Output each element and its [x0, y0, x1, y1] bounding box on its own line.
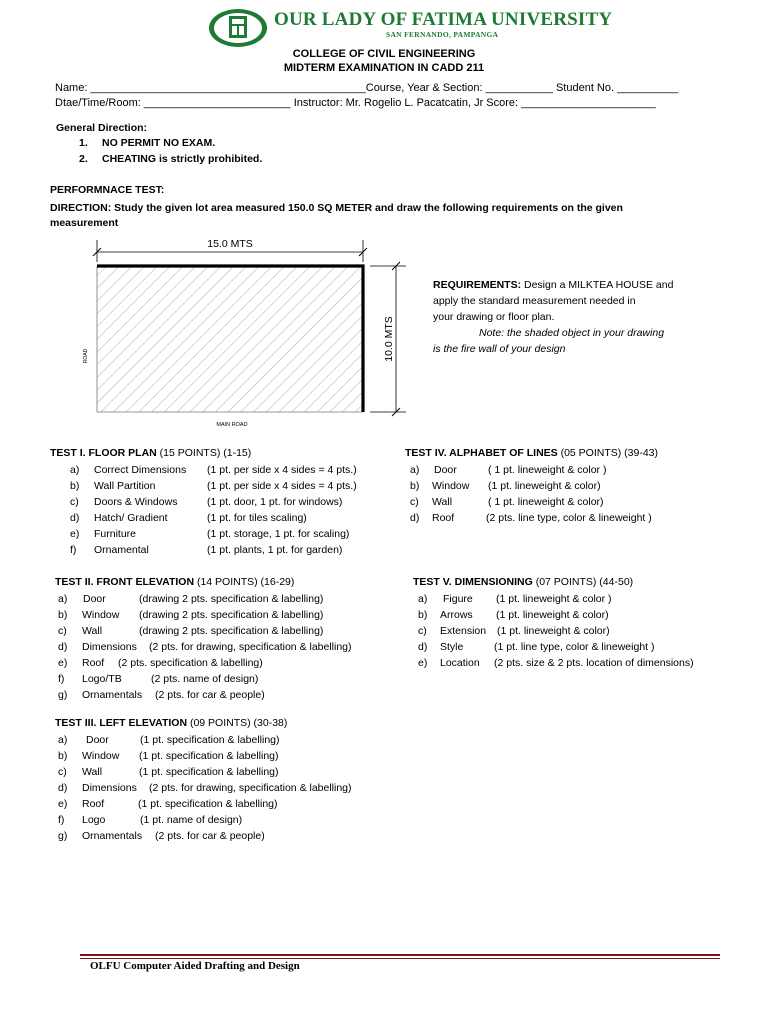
list-item: b) Wall Partition (1 pt. per side x 4 sides = 4 pts.)	[70, 480, 357, 492]
university-location: SAN FERNANDO, PAMPANGA	[386, 30, 499, 39]
list-item: a) Door (1 pt. specification & labelling)	[58, 734, 280, 746]
requirements-note-2: is the fire wall of your design	[433, 343, 566, 355]
list-item: a) Figure (1 pt. lineweight & color )	[418, 593, 612, 605]
list-item: a) Door (drawing 2 pts. specification & labelling)	[58, 593, 324, 605]
footer-rule-bottom	[80, 958, 720, 959]
direction-line-1: DIRECTION: Study the given lot area measured 150.0 SQ METER and draw the following requirements on the given	[50, 202, 623, 214]
list-item: d) Style (1 pt. line type, color & lineweight )	[418, 641, 655, 653]
test-5-title: TEST V. DIMENSIONING (07 POINTS) (44-50)	[413, 576, 634, 588]
list-item: e) Location (2 pts. size & 2 pts. location of dimensions)	[418, 657, 694, 669]
date-instructor-line: Dtae/Time/Room: ________________________ Instructor: Mr. Rogelio L. Pacatcatin, Jr Score: ______________________	[55, 97, 656, 109]
lot-area-drawing	[70, 226, 410, 434]
list-item: d) Dimensions (2 pts. for drawing, specification & labelling)	[58, 641, 352, 653]
test-4-list	[410, 462, 750, 526]
list-item: g) Ornamentals (2 pts. for car & people)	[58, 689, 265, 701]
test-1-list	[70, 462, 400, 558]
university-seal-logo	[208, 8, 268, 48]
requirements-line-3: your drawing or floor plan.	[433, 311, 555, 323]
main-road-label: MAIN ROAD	[216, 422, 248, 428]
list-item: a) Correct Dimensions (1 pt. per side x 4 sides = 4 pts.)	[70, 464, 357, 476]
test-5-list	[418, 591, 758, 671]
list-item: c) Doors & Windows (1 pt. door, 1 pt. for windows)	[70, 496, 343, 508]
list-item: e) Roof (2 pts. specification & labelling)	[58, 657, 263, 669]
requirements-line-2: apply the standard measurement needed in	[433, 295, 636, 307]
general-direction-title: General Direction:	[56, 122, 148, 134]
performance-title: PERFORMNACE TEST:	[50, 184, 165, 196]
list-item: g) Ornamentals (2 pts. for car & people)	[58, 830, 265, 842]
footer-text: OLFU Computer Aided Drafting and Design	[90, 960, 300, 972]
university-name: OUR LADY OF FATIMA UNIVERSITY	[274, 9, 613, 30]
test-1-title: TEST I. FLOOR PLAN (15 POINTS) (1-15)	[50, 447, 252, 459]
test-3-title: TEST III. LEFT ELEVATION (09 POINTS) (30-38)	[55, 717, 288, 729]
top-dimension-label: 15.0 MTS	[207, 238, 253, 250]
exam-title: MIDTERM EXAMINATION IN CADD 211	[283, 62, 485, 74]
list-item: b) Window (1 pt. specification & labelling)	[58, 750, 279, 762]
test-3-list	[58, 732, 403, 844]
list-item: e) Furniture (1 pt. storage, 1 pt. for scaling)	[70, 528, 350, 540]
list-item: c) Wall ( 1 pt. lineweight & color)	[410, 496, 604, 508]
list-item: a) Door ( 1 pt. lineweight & color )	[410, 464, 607, 476]
list-item: b) Window (1 pt. lineweight & color)	[410, 480, 601, 492]
name-course-line: Name: _____________________________________________Course, Year & Section: ___________ Student No. __________	[55, 82, 679, 94]
direction-line-2: measurement	[50, 217, 119, 229]
list-item: f) Ornamental (1 pt. plants, 1 pt. for garden)	[70, 544, 343, 556]
general-item-1: 1. NO PERMIT NO EXAM.	[79, 137, 216, 149]
test-2-list	[58, 591, 403, 703]
list-item: b) Window (drawing 2 pts. specification & labelling)	[58, 609, 324, 621]
general-item-2: 2. CHEATING is strictly prohibited.	[79, 153, 263, 165]
test-2-title: TEST II. FRONT ELEVATION (14 POINTS) (16-29)	[55, 576, 295, 588]
lot-hatch	[97, 266, 363, 412]
college-title: COLLEGE OF CIVIL ENGINEERING	[292, 48, 476, 60]
list-item: c) Extension (1 pt. lineweight & color)	[418, 625, 610, 637]
list-item: f) Logo/TB (2 pts. name of design)	[58, 673, 259, 685]
list-item: f) Logo (1 pt. name of design)	[58, 814, 243, 826]
list-item: c) Wall (1 pt. specification & labelling)	[58, 766, 279, 778]
requirements-line-1: REQUIREMENTS: Design a MILKTEA HOUSE and	[433, 279, 674, 291]
list-item: c) Wall (drawing 2 pts. specification & labelling)	[58, 625, 324, 637]
footer-rule-top	[80, 954, 720, 956]
list-item: e) Roof (1 pt. specification & labelling)	[58, 798, 278, 810]
list-item: d) Hatch/ Gradient (1 pt. for tiles scaling)	[70, 512, 307, 524]
list-item: d) Dimensions (2 pts. for drawing, specification & labelling)	[58, 782, 352, 794]
requirements-note-1: Note: the shaded object in your drawing	[479, 327, 665, 339]
road-label: ROAD	[83, 348, 89, 364]
list-item: d) Roof (2 pts. line type, color & lineweight )	[410, 512, 652, 524]
side-dimension-label: 10.0 MTS	[383, 316, 395, 362]
list-item: b) Arrows (1 pt. lineweight & color)	[418, 609, 609, 621]
test-4-title: TEST IV. ALPHABET OF LINES (05 POINTS) (39-43)	[405, 447, 659, 459]
